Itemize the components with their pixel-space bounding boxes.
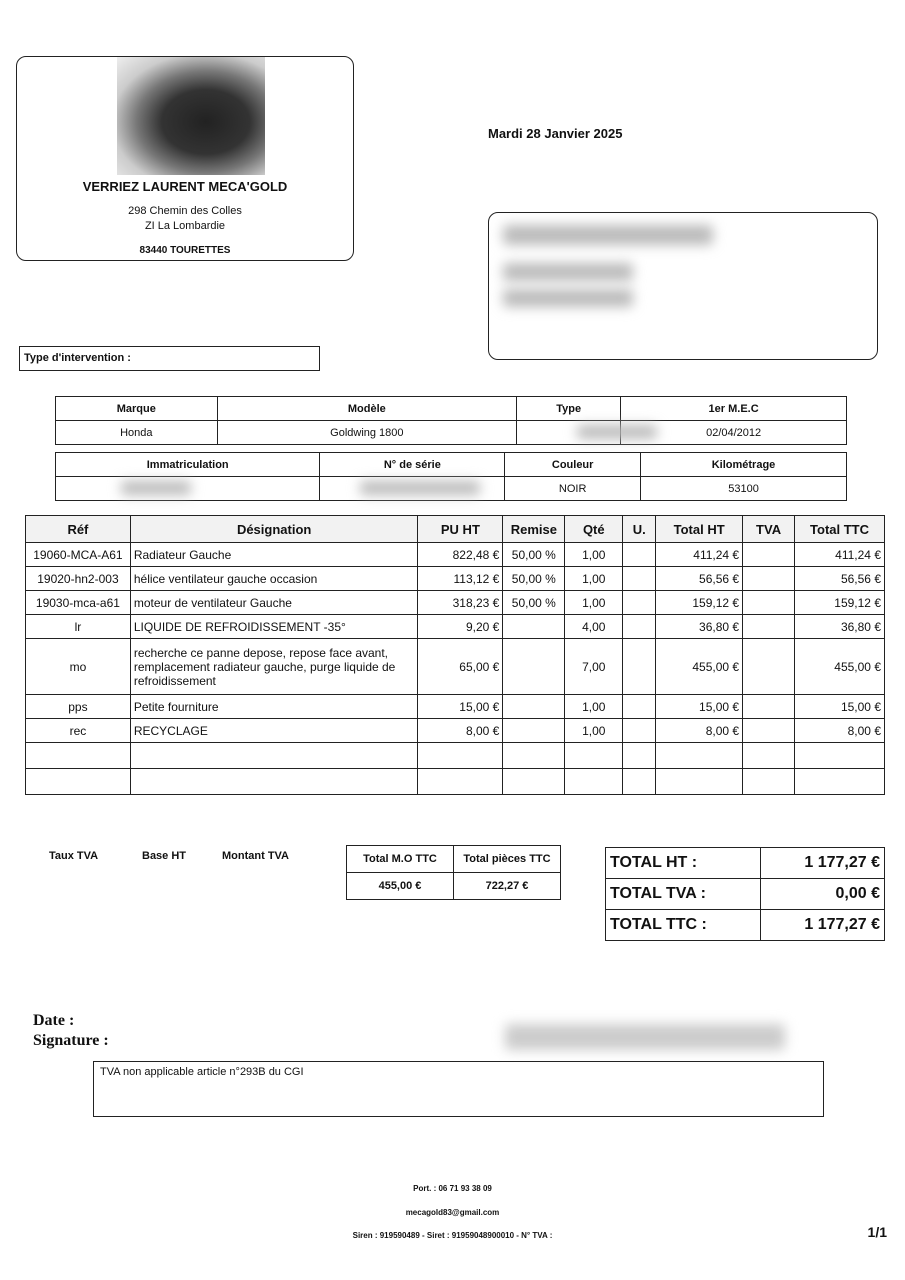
column-header: Qté	[565, 516, 623, 543]
vehicle-table-1	[55, 396, 847, 445]
parts-total-value: 722,27 €	[454, 873, 561, 900]
table-row	[26, 591, 885, 615]
empty-row	[26, 743, 885, 769]
column-header: Remise	[503, 516, 565, 543]
unit-price: 8,00 €	[418, 719, 503, 743]
unit-price: 318,23 €	[418, 591, 503, 615]
company-address-2: ZI La Lombardie	[144, 220, 226, 232]
discount	[503, 639, 565, 695]
unit-price: 15,00 €	[418, 695, 503, 719]
column-header: Total TTC	[795, 516, 885, 543]
client-city-redacted	[503, 289, 633, 307]
designation: Radiateur Gauche	[130, 543, 418, 567]
items-table	[25, 515, 885, 795]
table-row	[26, 639, 885, 695]
table-row	[26, 615, 885, 639]
total-tva-label: TOTAL TVA :	[606, 879, 761, 910]
vehicle-type	[517, 421, 621, 445]
ref: 19030-mca-a61	[26, 591, 131, 615]
discount: 50,00 %	[503, 591, 565, 615]
vehicle-header: Couleur	[505, 453, 641, 477]
discount	[503, 615, 565, 639]
company-box	[16, 56, 354, 261]
total-ht: 56,56 €	[656, 567, 743, 591]
total-ttc: 411,24 €	[795, 543, 885, 567]
total-ht: 455,00 €	[656, 639, 743, 695]
total-ht: 8,00 €	[656, 719, 743, 743]
signature-redacted	[505, 1024, 785, 1050]
column-header: PU HT	[418, 516, 503, 543]
table-row	[26, 719, 885, 743]
invoice-date: Mardi 28 Janvier 2025	[488, 126, 623, 141]
designation: moteur de ventilateur Gauche	[130, 591, 418, 615]
tva	[743, 615, 795, 639]
column-header: TVA	[743, 516, 795, 543]
company-address-1: 298 Chemin des Colles	[128, 205, 242, 217]
vehicle-header: Modèle	[217, 397, 517, 421]
vehicle-header: Immatriculation	[56, 453, 320, 477]
quantity: 1,00	[565, 695, 623, 719]
vehicle-brand: Honda	[56, 421, 218, 445]
vehicle-table-2	[55, 452, 847, 501]
footer-phone: Port. : 06 71 93 38 09	[413, 1184, 492, 1193]
total-ht-value: 1 177,27 €	[761, 848, 885, 879]
parts-total-label: Total pièces TTC	[454, 846, 561, 873]
designation: LIQUIDE DE REFROIDISSEMENT -35°	[130, 615, 418, 639]
total-ht: 159,12 €	[656, 591, 743, 615]
tva	[743, 719, 795, 743]
unit-price: 113,12 €	[418, 567, 503, 591]
unit-price: 65,00 €	[418, 639, 503, 695]
vehicle-header: Type	[517, 397, 621, 421]
designation: Petite fourniture	[130, 695, 418, 719]
labor-total-value: 455,00 €	[347, 873, 454, 900]
ref: 19020-hn2-003	[26, 567, 131, 591]
unit-price: 822,48 €	[418, 543, 503, 567]
total-ttc: 159,12 €	[795, 591, 885, 615]
tva-note: TVA non applicable article n°293B du CGI	[93, 1061, 824, 1117]
column-header: Réf	[26, 516, 131, 543]
total-ttc: 56,56 €	[795, 567, 885, 591]
quantity: 1,00	[565, 591, 623, 615]
unit	[623, 695, 656, 719]
unit	[623, 639, 656, 695]
unit	[623, 591, 656, 615]
footer-legal: Siren : 919590489 - Siret : 91959048900010 - N° TVA :	[352, 1231, 553, 1240]
serial-redacted	[360, 481, 480, 495]
tva	[743, 639, 795, 695]
client-address-redacted	[503, 263, 633, 281]
vehicle-model: Goldwing 1800	[217, 421, 517, 445]
intervention-type-field: Type d'intervention :	[19, 346, 320, 371]
designation: RECYCLAGE	[130, 719, 418, 743]
column-header: Désignation	[130, 516, 418, 543]
total-tva-value: 0,00 €	[761, 879, 885, 910]
column-header: Total HT	[656, 516, 743, 543]
quantity: 1,00	[565, 567, 623, 591]
company-name: VERRIEZ LAURENT MECA'GOLD	[82, 179, 288, 194]
footer-email: mecagold83@gmail.com	[405, 1208, 500, 1217]
total-ht: 411,24 €	[656, 543, 743, 567]
total-ttc: 8,00 €	[795, 719, 885, 743]
quantity: 7,00	[565, 639, 623, 695]
ref: 19060-MCA-A61	[26, 543, 131, 567]
total-ttc: 36,80 €	[795, 615, 885, 639]
total-ttc-label: TOTAL TTC :	[606, 910, 761, 941]
designation: hélice ventilateur gauche occasion	[130, 567, 418, 591]
tva-rate-label: Taux TVA	[49, 850, 99, 862]
total-ttc: 15,00 €	[795, 695, 885, 719]
table-row	[26, 695, 885, 719]
tva-base-label: Base HT	[142, 850, 187, 862]
quantity: 1,00	[565, 543, 623, 567]
labor-total-label: Total M.O TTC	[347, 846, 454, 873]
total-ht: 36,80 €	[656, 615, 743, 639]
vehicle-serial	[320, 477, 505, 501]
vehicle-color: NOIR	[505, 477, 641, 501]
discount: 50,00 %	[503, 543, 565, 567]
vehicle-first-registration: 02/04/2012	[621, 421, 847, 445]
quantity: 4,00	[565, 615, 623, 639]
vehicle-header: 1er M.E.C	[621, 397, 847, 421]
subtotals-table	[346, 845, 561, 900]
vehicle-header: Kilométrage	[641, 453, 847, 477]
ref: lr	[26, 615, 131, 639]
company-city: 83440 TOURETTES	[139, 245, 231, 256]
total-ttc: 455,00 €	[795, 639, 885, 695]
ref: rec	[26, 719, 131, 743]
unit	[623, 567, 656, 591]
designation: recherche ce panne depose, repose face avant, remplacement radiateur gauche, purge liquide de refroidissement	[130, 639, 418, 695]
tva	[743, 695, 795, 719]
page-number: 1/1	[867, 1224, 887, 1240]
unit	[623, 543, 656, 567]
total-ht: 15,00 €	[656, 695, 743, 719]
unit	[623, 719, 656, 743]
tva	[743, 567, 795, 591]
quantity: 1,00	[565, 719, 623, 743]
vehicle-header: Marque	[56, 397, 218, 421]
total-ttc-value: 1 177,27 €	[761, 910, 885, 941]
empty-row	[26, 769, 885, 795]
table-row	[26, 567, 885, 591]
tva	[743, 543, 795, 567]
ref: pps	[26, 695, 131, 719]
table-row	[26, 543, 885, 567]
tva-amount-label: Montant TVA	[222, 850, 290, 862]
total-ht-label: TOTAL HT :	[606, 848, 761, 879]
unit-price: 9,20 €	[418, 615, 503, 639]
discount	[503, 719, 565, 743]
discount	[503, 695, 565, 719]
type-redacted	[577, 425, 657, 439]
registration-redacted	[121, 481, 191, 495]
ref: mo	[26, 639, 131, 695]
client-box	[488, 212, 878, 360]
client-name-redacted	[503, 225, 713, 245]
unit	[623, 615, 656, 639]
date-label: Date :	[33, 1012, 75, 1029]
vehicle-registration	[56, 477, 320, 501]
items-header-row	[26, 516, 885, 543]
discount: 50,00 %	[503, 567, 565, 591]
column-header: U.	[623, 516, 656, 543]
vehicle-header: N° de série	[320, 453, 505, 477]
company-logo-image	[117, 57, 265, 175]
vehicle-mileage: 53100	[641, 477, 847, 501]
tva	[743, 591, 795, 615]
totals-table	[605, 847, 885, 941]
signature-label: Signature :	[33, 1032, 109, 1049]
